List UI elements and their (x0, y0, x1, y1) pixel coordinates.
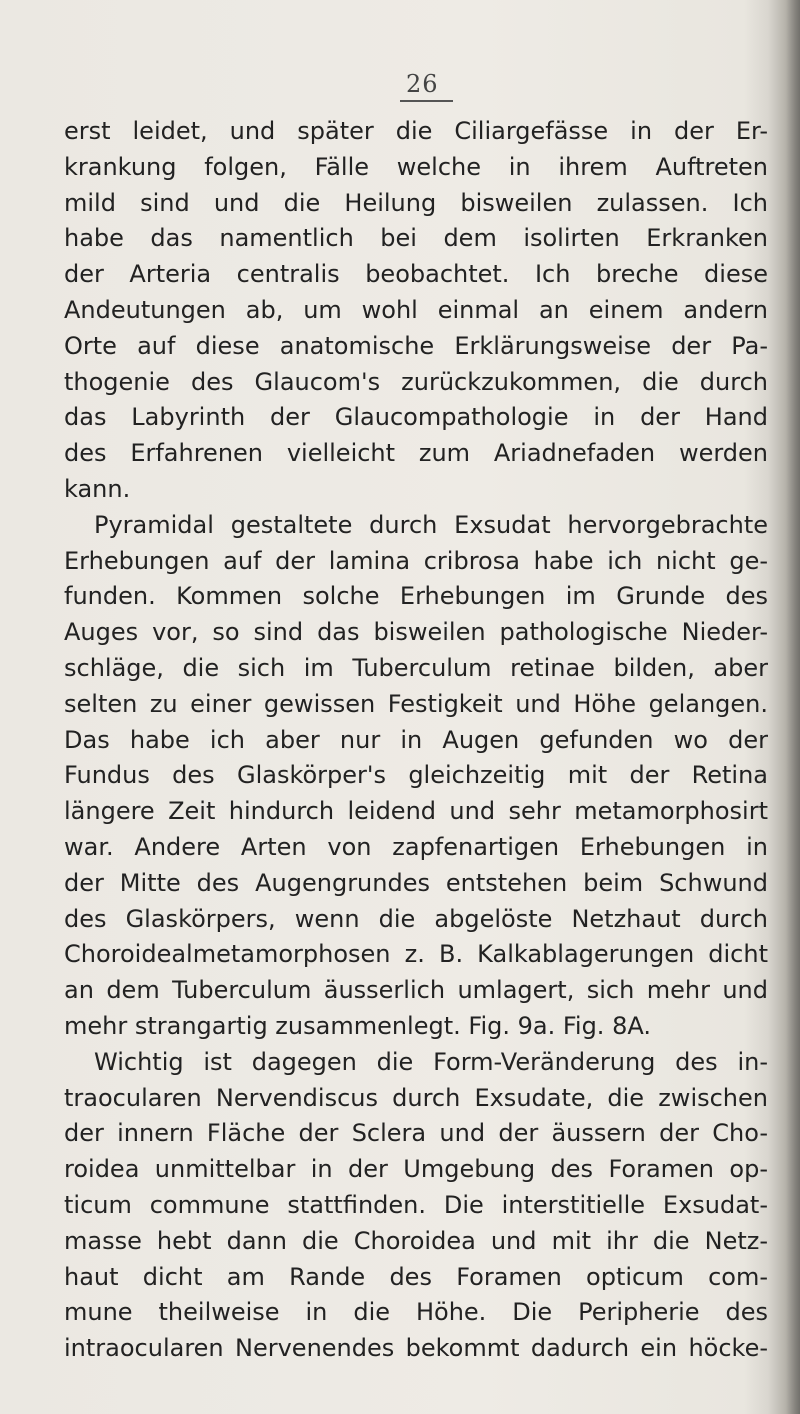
text-line: kann. (64, 474, 131, 503)
text-line: des Erfahrenen vielleicht zum Ariadnefaden werden (64, 439, 768, 468)
page-edge-shadow (786, 0, 800, 1414)
text-line: mild sind und die Heilung bisweilen zulassen. Ich (64, 188, 768, 217)
text-line: Auges vor, so sind das bisweilen pathologische Nieder- (64, 618, 768, 647)
text-line: ticum commune stattfinden. Die interstitielle Exsudat- (64, 1190, 768, 1219)
text-line: haut dicht am Rande des Foramen opticum com- (64, 1262, 768, 1291)
page-number: 26 (400, 70, 453, 102)
text-line: krankung folgen, Fälle welche in ihrem Auftreten (64, 152, 768, 181)
text-line: erst leidet, und später die Ciliargefässe in der Er- (64, 117, 768, 145)
text-line: mehr strangartig zusammenlegt. Fig. 9a. Fig. 8A. (64, 1011, 651, 1040)
text-line: Fundus des Glaskörper's gleichzeitig mit der Retina (64, 761, 768, 790)
text-line: selten zu einer gewissen Festigkeit und Höhe gelangen. (64, 689, 768, 718)
text-line: schläge, die sich im Tuberculum retinae bilden, aber (64, 653, 768, 682)
text-line: habe das namentlich bei dem isolirten Erkranken (64, 224, 768, 253)
text-line: intraocularen Nervenendes bekommt dadurch ein höcke- (64, 1334, 768, 1363)
text-line: Das habe ich aber nur in Augen gefunden wo der (64, 725, 768, 754)
text-line: mune theilweise in die Höhe. Die Peripherie des (64, 1298, 768, 1327)
text-line: der Mitte des Augengrundes entstehen beim Schwund (64, 868, 768, 897)
text-line: masse hebt dann die Choroidea und mit ihr die Netz- (64, 1226, 768, 1255)
text-line: an dem Tuberculum äusserlich umlagert, sich mehr und (64, 976, 768, 1005)
text-line: roidea unmittelbar in der Umgebung des Foramen op- (64, 1155, 768, 1184)
text-line: Wichtig ist dagegen die Form-Veränderung des in- (94, 1047, 768, 1076)
text-line: längere Zeit hindurch leidend und sehr metamorphosirt (64, 797, 768, 826)
text-line: der Arteria centralis beobachtet. Ich breche diese (64, 260, 768, 289)
text-line: des Glaskörpers, wenn die abgelöste Netzhaut durch (64, 904, 768, 933)
text-line: der innern Fläche der Sclera und der äussern der Cho- (64, 1119, 768, 1148)
text-line: thogenie des Glaucom's zurückzukommen, die durch (64, 367, 768, 396)
text-line: Pyramidal gestaltete durch Exsudat hervorgebrachte (94, 510, 768, 539)
text-line: Choroidealmetamorphosen z. B. Kalkablagerungen dicht (64, 940, 768, 969)
text-line: funden. Kommen solche Erhebungen im Grunde des (64, 582, 768, 611)
text-line: das Labyrinth der Glaucompathologie in der Hand (64, 403, 768, 432)
text-line: Andeutungen ab, um wohl einmal an einem andern (64, 295, 768, 324)
body-text (64, 114, 768, 1367)
text-line: war. Andere Arten von zapfenartigen Erhebungen in (64, 832, 768, 861)
text-line: Orte auf diese anatomische Erklärungsweise der Pa- (64, 331, 768, 360)
text-line: Erhebungen auf der lamina cribrosa habe ich nicht ge- (64, 546, 768, 575)
text-line: traocularen Nervendiscus durch Exsudate, die zwischen (64, 1083, 768, 1112)
